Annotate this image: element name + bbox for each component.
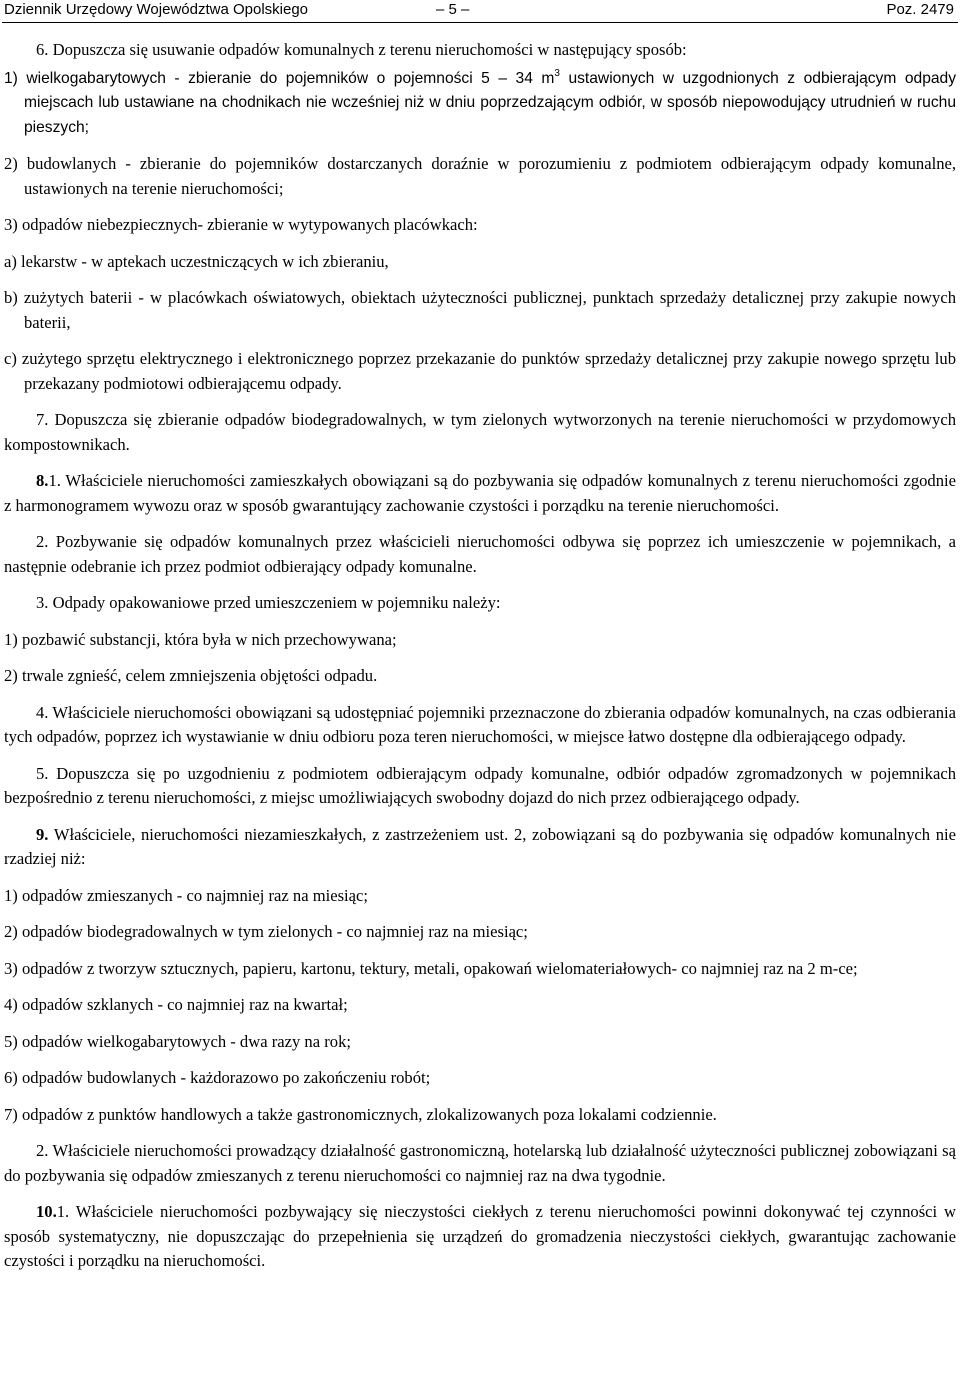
section-6-item-1-text-a: 1) wielkogabarytowych - zbieranie do pojemników o pojemności 5 – 34 m xyxy=(4,69,555,87)
section-7: 7. Dopuszcza się zbieranie odpadów biodegradowalnych, w tym zielonych wytworzonych na terenie nieruchomości w przydomowych kompostownikach. xyxy=(4,410,956,454)
section-9-paragraph-2: 2. Właściciele nieruchomości prowadzący działalność gastronomiczną, hotelarską lub działalność użyteczności publicznej zobowiązani są do pozbywania się odpadów zmieszanych z terenu nieruchomości co najmniej raz na dwa tygodnie. xyxy=(4,1141,956,1185)
section-9-number: 9. xyxy=(36,824,49,844)
section-9-item-2: 2) odpadów biodegradowalnych w tym zielonych - co najmniej raz na miesiąc; xyxy=(4,922,528,941)
header-rule xyxy=(2,22,958,23)
section-8-number: 8. xyxy=(36,471,49,490)
journal-title: Dziennik Urzędowy Województwa Opolskiego xyxy=(4,1,309,18)
page-number: – 5 – xyxy=(436,1,470,18)
section-8-paragraph-5: 5. Dopuszcza się po uzgodnieniu z podmiotem odbierającym odpady komunalne, odbiór odpadów zgromadzonych w pojemnikach bezpośrednio z terenu nieruchomości, z miejsc umożliwiających swobodny dojazd do nich przez odbierającego odpady. xyxy=(4,763,956,807)
section-9-item-1: 1) odpadów zmieszanych - co najmniej raz na miesiąc; xyxy=(4,885,368,905)
section-6-item-1 xyxy=(4,67,956,141)
section-10-paragraph-1 xyxy=(4,1200,956,1274)
section-9-item-4: 4) odpadów szklanych - co najmniej raz na kwartał; xyxy=(4,995,348,1014)
document-body xyxy=(4,38,956,1274)
section-6-item-b: b) zużytych baterii - w placówkach oświatowych, obiektach użyteczności publicznej, punktach sprzedaży detalicznej przy zakupie nowych baterii, xyxy=(4,288,956,332)
section-6-item-1-text-b: ustawionych w uzgodnionych z odbierającym odpady miejscach lub ustawiane na chodnikach nie wcześniej niż w dniu poprzedzającym odbiór, w sposób niepowodujący utrudnień w ruchu pieszych; xyxy=(24,69,957,136)
section-6-item-2: 2) budowlanych - zbieranie do pojemników dostarczanych doraźnie w porozumieniu z podmiotem odbierającym odpady komunalne, ustawionych na terenie nieruchomości; xyxy=(4,154,956,198)
section-8-paragraph-2: 2. Pozbywanie się odpadów komunalnych przez właścicieli nieruchomości odbywa się poprzez ich umieszczenie w pojemnikach, a następnie odebranie ich przez podmiot odbierający odpady komunalne. xyxy=(4,532,956,576)
section-10-number: 10. xyxy=(36,1202,57,1221)
section-9-item-3: 3) odpadów z tworzyw sztucznych, papieru, kartonu, tektury, metali, opakowań wielomateriałowych- co najmniej raz na 2 m-ce; xyxy=(4,958,858,978)
section-6-item-a: a) lekarstw - w aptekach uczestniczących w ich zbieraniu, xyxy=(4,251,389,271)
section-6-intro: 6. Dopuszcza się usuwanie odpadów komunalnych z terenu nieruchomości w następujący sposób: xyxy=(36,40,687,59)
section-8-paragraph-4: 4. Właściciele nieruchomości obowiązani są udostępniać pojemniki przeznaczone do zbierania odpadów komunalnych, na czas odbierania tych odpadów, poprzez ich wystawianie w dniu odbioru poza teren nieruchomości, w miejsce łatwo dostępne dla odbierającego odpady. xyxy=(4,702,956,746)
cubic-superscript: 3 xyxy=(554,67,560,79)
section-9-item-7: 7) odpadów z punktów handlowych a także gastronomicznych, zlokalizowanych poza lokalami codziennie. xyxy=(4,1104,717,1124)
section-9-item-6: 6) odpadów budowlanych - każdorazowo po zakończeniu robót; xyxy=(4,1068,431,1087)
section-8-item-2: 2) trwale zgnieść, celem zmniejszenia objętości odpadu. xyxy=(4,666,378,685)
section-9-item-5: 5) odpadów wielkogabarytowych - dwa razy na rok; xyxy=(4,1031,351,1051)
section-8-paragraph-1 xyxy=(4,469,956,518)
section-9-paragraph-1-text: Właściciele, nieruchomości niezamieszkałych, z zastrzeżeniem ust. 2, zobowiązani są do pozbywania się odpadów komunalnych nie rzadziej niż: xyxy=(4,824,956,868)
section-6-item-c: c) zużytego sprzętu elektrycznego i elektronicznego poprzez przekazanie do punktów sprzedaży detalicznej przy zakupie nowego sprzętu lub przekazany podmiotowi odbierającemu odpady. xyxy=(4,349,956,393)
section-10-paragraph-1-text: 1. Właściciele nieruchomości pozbywający się nieczystości ciekłych z terenu nieruchomości powinni dokonywać tej czynności w sposób systematyczny, nie dopuszczając do przepełnienia się urządzeń do gromadzenia nieczystości ciekłych, gwarantując zachowanie czystości i porządku na nieruchomości. xyxy=(4,1202,956,1270)
section-8-paragraph-1-text: 1. Właściciele nieruchomości zamieszkałych obowiązani są do pozbywania się odpadów komunalnych z terenu nieruchomości zgodnie z harmonogramem wywozu oraz w sposób gwarantujący zachowanie czystości i porządku na terenie nieruchomości. xyxy=(4,471,956,515)
section-8-paragraph-3: 3. Odpady opakowaniowe przed umieszczeniem w pojemniku należy: xyxy=(36,593,501,612)
section-6-item-3: 3) odpadów niebezpiecznych- zbieranie w wytypowanych placówkach: xyxy=(4,215,478,234)
section-8-item-1: 1) pozbawić substancji, która była w nich przechowywana; xyxy=(4,629,397,649)
section-9-paragraph-1 xyxy=(4,823,956,872)
page-header xyxy=(0,0,960,22)
position-number: Poz. 2479 xyxy=(886,1,954,18)
